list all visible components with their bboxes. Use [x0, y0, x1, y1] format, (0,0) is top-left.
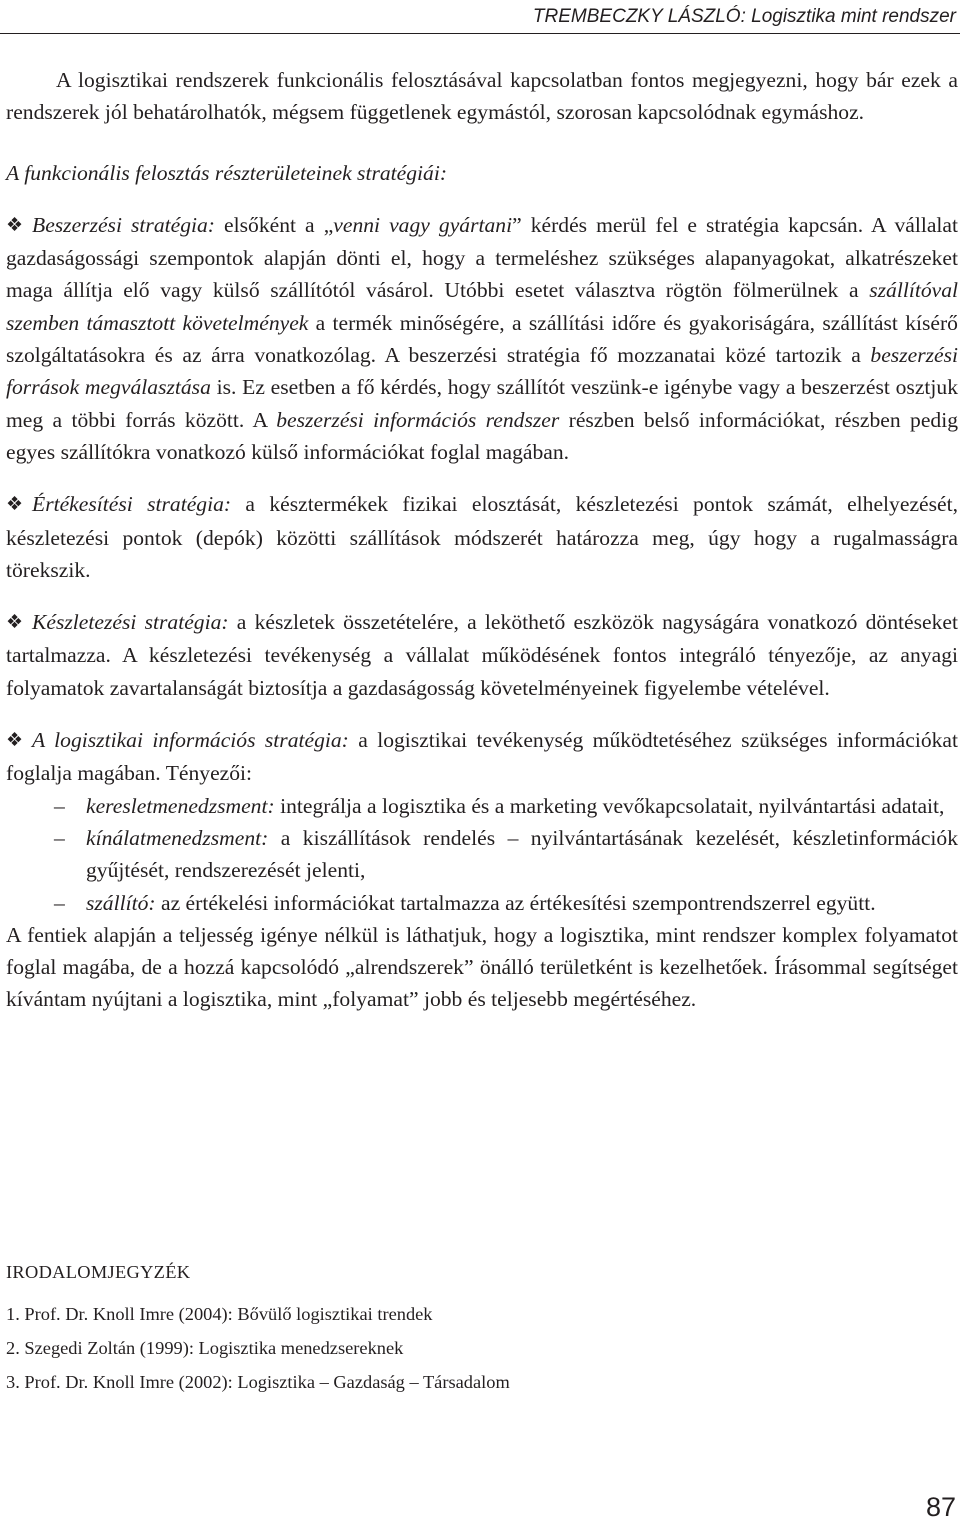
page-number: 87: [925, 1492, 956, 1522]
running-head-title: TREMBECZKY LÁSZLÓ: Logisztika mint rendszer: [532, 6, 956, 27]
strategy-term: Beszerzési stratégia:: [32, 212, 215, 237]
quoted-term: venni vagy gyártani: [333, 212, 513, 237]
strategy-paragraph-procurement: ❖ Beszerzési stratégia: elsőként a „venni vagy gyártani” kérdés merül fel e stratégia kapcsán. A vállalat gazdaságossági szempontok alapján dönti el, hogy a termeléshez szükséges alapanyagokat, alkatrészeket maga állítja elő vagy külső szállítótól vásárol. Utóbbi esetet választva rögtön fölmerülnek a szállítóval szemben támasztott követelmények a termék minőségére, a szállítási időre és gyakoriságára, szállítást kísérő szolgáltatásokra és az árra vonatkozólag. A beszerzési stratégia fő mozzanatai közé tartozik a beszerzési források megválasztása is. Ez esetben a fő kérdés, hogy szállítót veszünk-e igénybe vagy a beszerzést osztjuk meg a többi forrás között. A beszerzési információs rendszer részben belső információkat, részben pedig egyes szállítókra vonatkozó külső információkat foglal magában.: [6, 209, 958, 468]
article-body: [6, 64, 958, 1016]
strategy-paragraph-information: ❖ A logisztikai információs stratégia: a logisztikai tevékenység működtetéséhez szükséges információkat foglalja magában. Tényezői:: [6, 724, 958, 790]
diamond-bullet-icon: ❖: [6, 730, 24, 752]
dash-bullet: –: [54, 793, 65, 818]
strategy-term: A logisztikai információs stratégia:: [32, 728, 349, 753]
intro-paragraph: A logisztikai rendszerek funkcionális felosztásával kapcsolatban fontos megjegyezni, hogy bár ezek a rendszerek jól behatárolhatók, mégsem függetlenek egymástól, szorosan kapcsolódnak egymáshoz.: [6, 68, 958, 125]
list-item: – szállító: az értékelési információkat tartalmazza az értékesítési szempontrendszerrel együtt.: [6, 887, 958, 919]
strategy-term: Készletezési stratégia:: [32, 610, 229, 635]
strategy-paragraph-inventory: ❖ Készletezési stratégia: a készletek összetételére, a leköthető eszközök nagyságára vonatkozó döntéseket tartalmazza. A készletezési tevékenység a vállalat működésének fontos integráló tényezője, az anyagi folyamatok zavartalanságát biztosítja a gazdaságosság követelményeinek figyelembe vételével.: [6, 606, 958, 704]
diamond-bullet-icon: ❖: [6, 612, 24, 634]
diamond-bullet-icon: ❖: [6, 494, 24, 516]
conclusion-paragraph: A fentiek alapján a teljesség igénye nélkül is láthatjuk, hogy a logisztika, mint rendszer komplex folyamatot foglal magába, de a hozzá kapcsolódó „alrendszerek” önálló területként is kezelhetőek. Írásommal segítséget kívántam nyújtani a logisztika, mint „folyamat” jobb és teljesebb megértéséhez.: [6, 922, 958, 1012]
list-item: – keresletmenedzsment: integrálja a logisztika és a marketing vevőkapcsolatait, nyilvántartási adatait,: [6, 790, 958, 822]
factor-list: [6, 790, 958, 919]
factor-term: szállító:: [86, 890, 156, 915]
emphasis-term: beszerzési források megválasztása: [6, 343, 958, 400]
section-heading: A funkcionális felosztás részterületeinek stratégiái:: [6, 160, 448, 185]
dash-bullet: –: [54, 890, 65, 915]
strategy-paragraph-sales: ❖ Értékesítési stratégia: a késztermékek fizikai elosztását, készletezési pontok számát, elhelyezését, készletezési pontok (depók) közötti szállítások módszerét határozza meg, úgy hogy a rugalmasságra törekszik.: [6, 488, 958, 586]
factor-term: kínálatmenedzsment:: [86, 825, 269, 850]
list-item: 2. Szegedi Zoltán (1999): Logisztika menedzsereknek: [6, 1338, 404, 1358]
dash-bullet: –: [54, 825, 65, 850]
bibliography: [6, 1262, 946, 1399]
list-item: – kínálatmenedzsment: a kiszállítások rendelés – nyilvántartásának kezelését, készletinformációk gyűjtését, rendszerezését jelenti,: [6, 822, 958, 887]
header-rule: [0, 33, 960, 34]
list-item: 1. Prof. Dr. Knoll Imre (2004): Bővülő logisztikai trendek: [6, 1304, 433, 1324]
bibliography-title: IRODALOMJEGYZÉK: [6, 1262, 191, 1282]
emphasis-term: szállítóval szemben támasztott követelmények: [6, 278, 958, 335]
list-item: 3. Prof. Dr. Knoll Imre (2002): Logisztika – Gazdaság – Társadalom: [6, 1372, 510, 1392]
bibliography-list: [6, 1297, 946, 1399]
diamond-bullet-icon: ❖: [6, 214, 24, 236]
strategy-term: Értékesítési stratégia:: [32, 492, 232, 517]
emphasis-term: beszerzési információs rendszer: [276, 407, 560, 432]
factor-term: keresletmenedzsment:: [86, 793, 275, 818]
